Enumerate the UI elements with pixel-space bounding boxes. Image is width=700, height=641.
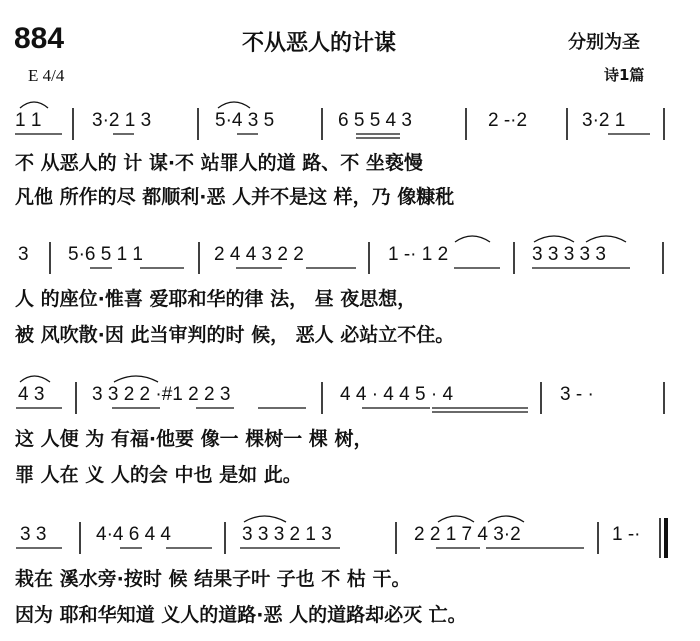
lyrics-verse-1: 栽在 溪水旁·按时 候 结果子叶 子也 不 枯 干。 — [15, 568, 411, 590]
slur — [20, 102, 48, 108]
measure-notes: 1 1 — [15, 110, 42, 131]
slur — [534, 236, 574, 242]
measure-notes: 1 -· — [612, 524, 641, 545]
lyrics-verse-2: 被 风吹散·因 此当审判的时 候， 恶人 必站立不住。 — [15, 324, 455, 346]
lyrics-verse-1: 不 从恶人的 计 谋·不 站罪人的道 路、不 坐亵慢 — [15, 152, 423, 174]
measure-notes: 3 - · — [560, 384, 594, 405]
lyrics-verse-1: 这 人便 为 有福·他要 像一 棵树一 棵 树， — [15, 428, 373, 450]
measure-notes: 3·2 1 3 — [92, 110, 152, 131]
measure-notes: 6 5 5 4 3 — [338, 110, 412, 131]
notes-row-3 — [0, 370, 700, 414]
notes-svg-4 — [0, 510, 700, 554]
measure-notes: 2 2 1 7 4 3·2 — [414, 524, 521, 545]
scripture-reference: 诗1篇 — [604, 66, 645, 84]
measure-notes: 4·4 6 4 4 — [96, 524, 171, 545]
measure-notes: 3 3 — [20, 524, 47, 545]
notes-row-2 — [0, 230, 700, 274]
slur — [438, 516, 474, 522]
lyrics-verse-2: 凡他 所作的尽 都顺利·恶 人并不是这 样，乃 像糠秕 — [15, 186, 455, 208]
slur — [455, 236, 490, 242]
measure-notes: 4 3 — [18, 384, 45, 405]
measure-notes: 5·4 3 5 — [215, 110, 275, 131]
measure-notes: 3 3 2 2 ·#1 2 2 3 — [92, 384, 231, 405]
lyrics-verse-1: 人 的座位·惟喜 爱耶和华的律 法， 昼 夜思想， — [15, 288, 417, 310]
notes-svg-1 — [0, 96, 700, 140]
slur — [218, 102, 250, 108]
hymn-title: 不从恶人的计谋 — [242, 31, 397, 56]
measure-notes: 2 4 4 3 2 2 — [214, 244, 304, 265]
measure-notes: 3·2 1 — [582, 110, 626, 131]
lyrics-verse-2: 罪 人在 义 人的会 中也 是如 此。 — [15, 464, 302, 486]
hymn-number: 884 — [14, 22, 65, 55]
hymn-category: 分别为圣 — [568, 32, 640, 53]
slur — [114, 376, 158, 382]
notes-row-4 — [0, 510, 700, 554]
measure-notes: 3 3 3 3 3 — [532, 244, 606, 265]
notes-svg-2 — [0, 230, 700, 274]
slur — [488, 516, 524, 522]
key-signature: E 4/4 — [28, 66, 65, 85]
measure-notes: 3 3 3 2 1 3 — [242, 524, 332, 545]
measure-notes: 3 — [18, 244, 29, 265]
notes-svg-3 — [0, 370, 700, 414]
measure-notes: 4 4 · 4 4 5 · 4 — [340, 384, 454, 405]
notes-row-1 — [0, 96, 700, 140]
slur — [20, 376, 50, 382]
slur — [586, 236, 626, 242]
slur — [244, 516, 286, 522]
measure-notes: 5·6 5 1 1 — [68, 244, 143, 265]
lyrics-verse-2: 因为 耶和华知道 义人的道路·恶 人的道路却必灭 亡。 — [15, 604, 467, 626]
measure-notes: 2 -·2 — [488, 110, 528, 131]
measure-notes: 1 -· 1 2 — [388, 244, 449, 265]
